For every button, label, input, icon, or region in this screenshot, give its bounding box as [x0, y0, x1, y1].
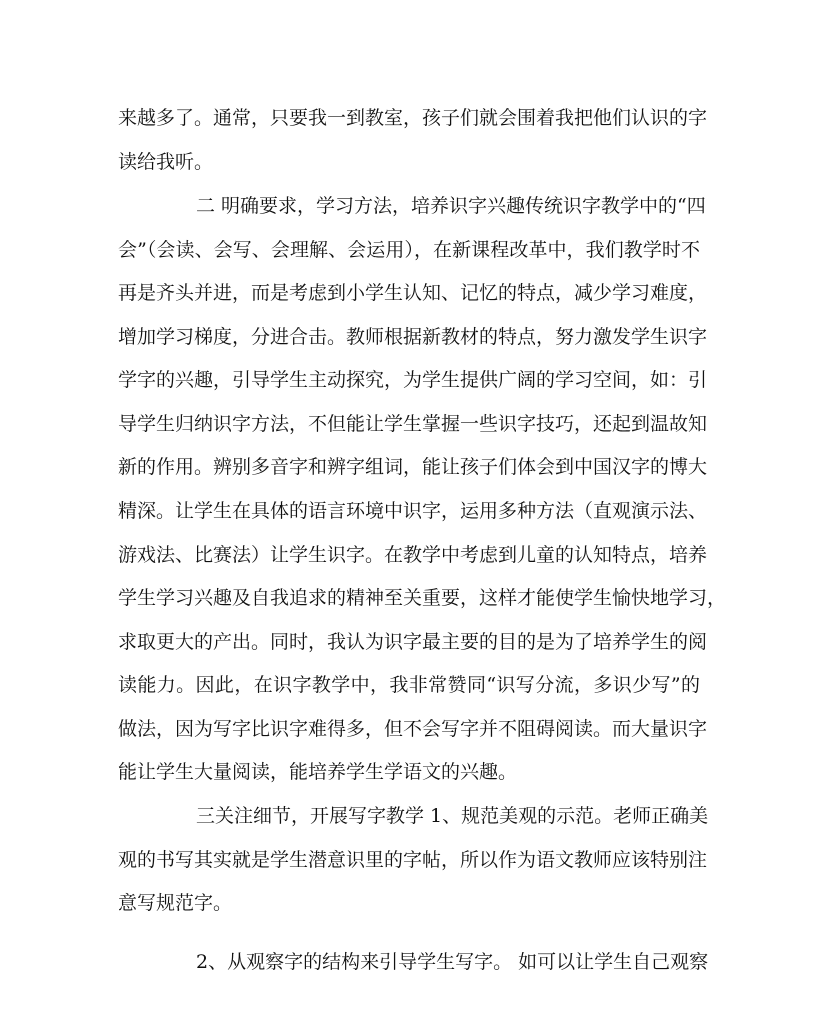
text-line: 游戏法、比赛法）让学生识字。在教学中考虑到儿童的认知特点，培养: [118, 544, 708, 566]
text-line: 新的作用。辨别多音字和辨字组词，能让孩子们体会到中国汉字的博大: [118, 456, 708, 478]
text-line: 读给我听。: [118, 151, 214, 173]
text-line: 能让学生大量阅读，能培养学生学语文的兴趣。: [118, 761, 518, 783]
paragraph-heading-line: 二 明确要求，学习方法，培养识字兴趣传统识字教学中的“四: [196, 195, 706, 217]
text-line: 精深。让学生在具体的语言环境中识字，运用多种方法（直观演示法、: [118, 500, 708, 522]
text-line: 读能力。因此，在识字教学中，我非常赞同“识写分流，多识少写”的: [118, 674, 700, 696]
text-line: 导学生归纳识字方法，不但能让学生掌握一些识字技巧，还起到温故知: [118, 413, 708, 435]
text-line: 来越多了。通常，只要我一到教室，孩子们就会围着我把他们认识的字: [118, 107, 708, 129]
text-line: 观的书写其实就是学生潜意识里的字帖，所以作为语文教师应该特别注: [118, 849, 708, 871]
text-line: 求取更大的产出。同时，我认为识字最主要的目的是为了培养学生的阅: [118, 631, 708, 653]
text-line: 做法，因为写字比识字难得多，但不会写字并不阻碍阅读。而大量识字: [118, 718, 708, 740]
text-line: 学字的兴趣，引导学生主动探究，为学生提供广阔的学习空间，如：引: [118, 369, 708, 391]
text-line: 再是齐头并进，而是考虑到小学生认知、记忆的特点，减少学习难度，: [118, 282, 708, 304]
text-line: 学生学习兴趣及自我追求的精神至关重要，这样才能使学生愉快地学习，: [118, 587, 727, 609]
paragraph-first-line: 2、从观察字的结构来引导学生写字。 如可以让学生自己观察: [196, 951, 709, 973]
text-line: 会”（会读、会写、会理解、会运用），在新课程改革中，我们教学时不: [118, 239, 700, 261]
paragraph-heading-line: 三关注细节，开展写字教学 1、规范美观的示范。老师正确美: [196, 805, 709, 827]
text-line: 意写规范字。: [118, 892, 233, 914]
text-line: 增加学习梯度，分进合击。教师根据新教材的特点，努力激发学生识字: [118, 326, 708, 348]
